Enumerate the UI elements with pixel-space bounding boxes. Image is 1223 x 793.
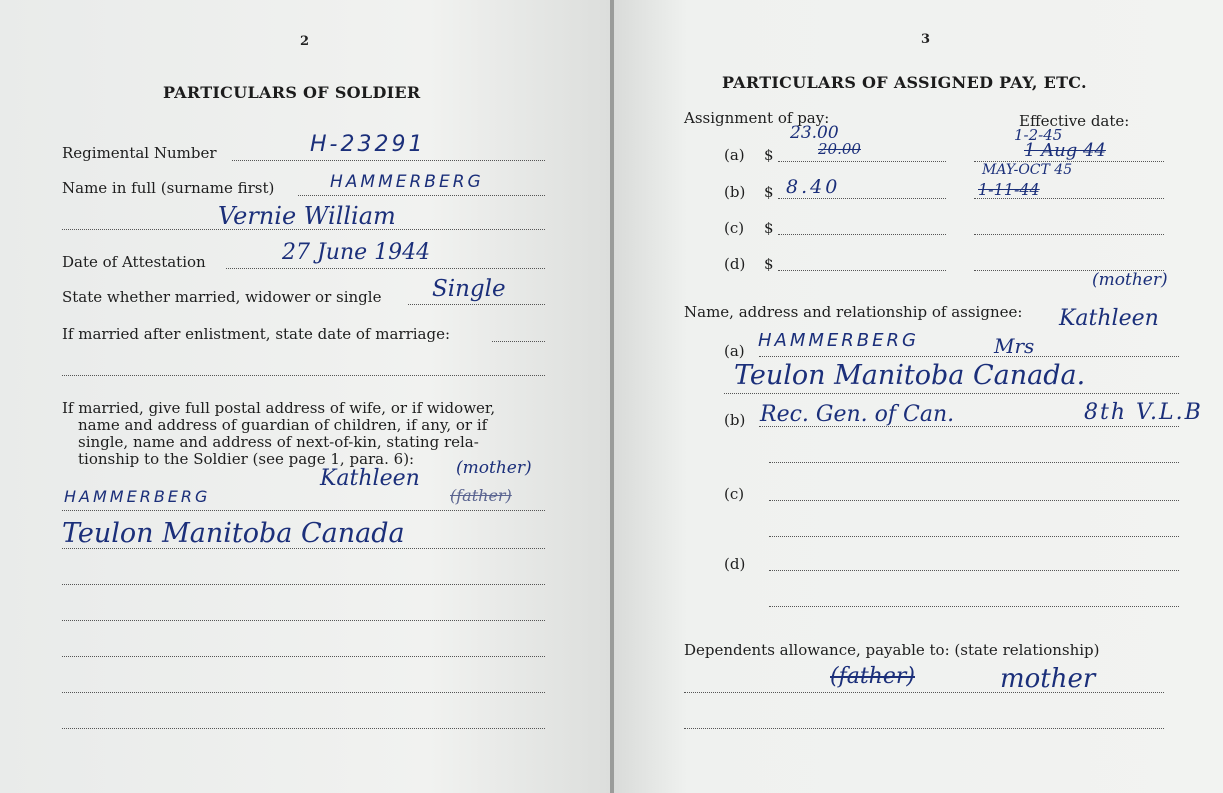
- page-number: 2: [300, 34, 310, 49]
- date-new-b: MAY-OCT 45: [982, 162, 1073, 178]
- dependents-label: Dependents allowance, payable to: (state relationship): [684, 641, 1100, 659]
- dotted-line: [778, 161, 946, 162]
- right-page: [614, 0, 1223, 793]
- dotted-line: [778, 198, 946, 199]
- postal-line: single, name and address of next-of-kin, stating rela-: [78, 433, 479, 451]
- assignee-letter: (a): [724, 342, 745, 360]
- amount-new-b: 8.40: [786, 176, 841, 198]
- marital-label: State whether married, widower or single: [62, 288, 382, 306]
- currency-symbol: $: [764, 146, 774, 164]
- dotted-line: [769, 536, 1179, 537]
- assignee-letter: (b): [724, 411, 746, 429]
- assignee-a-title: Mrs: [994, 334, 1035, 358]
- page-title: PARTICULARS OF SOLDIER: [163, 83, 421, 102]
- dotted-line: [408, 304, 545, 305]
- assignee-b-extra: 8th V.L.B: [1084, 400, 1203, 425]
- assignee-b-value: Rec. Gen. of Can.: [760, 402, 955, 427]
- amount-old-a: 20.00: [818, 140, 861, 158]
- postal-line: If married, give full postal address of wife, or if widower,: [62, 399, 496, 417]
- attestation-label: Date of Attestation: [62, 253, 206, 271]
- dotted-line: [684, 728, 1164, 729]
- date-old-a: 1 Aug 44: [1024, 140, 1106, 161]
- assignee-letter: (c): [724, 485, 745, 503]
- row-letter: (b): [724, 183, 746, 201]
- row-letter: (c): [724, 219, 745, 237]
- regimental-number-value: H-23291: [310, 132, 426, 157]
- dotted-line: [769, 606, 1179, 607]
- kin-first-value: Kathleen: [320, 466, 420, 491]
- assignee-label: Name, address and relationship of assignee:: [684, 303, 1023, 321]
- dependents-value: mother: [1000, 664, 1096, 694]
- assignee-first-value: Kathleen: [1059, 306, 1159, 331]
- date-old-b: 1-11-44: [978, 180, 1040, 199]
- name-surname-value: HAMMERBERG: [330, 172, 484, 192]
- assignee-a-name: HAMMERBERG: [758, 330, 919, 351]
- dotted-line: [62, 510, 545, 511]
- dotted-line: [778, 234, 946, 235]
- dotted-line: [62, 692, 545, 693]
- row-letter: (a): [724, 146, 745, 164]
- assignee-relation-value: (mother): [1092, 270, 1168, 290]
- dotted-line: [62, 728, 545, 729]
- currency-symbol: $: [764, 219, 774, 237]
- amount-new-a: 23.00: [790, 123, 839, 143]
- kin-relation-value: (mother): [456, 458, 532, 478]
- marital-value: Single: [432, 276, 506, 302]
- postal-line: tionship to the Soldier (see page 1, para. 6):: [78, 450, 415, 468]
- dotted-line: [226, 268, 545, 269]
- kin-struck-value: (father): [450, 486, 512, 505]
- currency-symbol: $: [764, 255, 774, 273]
- dotted-line: [298, 195, 545, 196]
- postal-instruction: [62, 400, 495, 468]
- dotted-line: [724, 393, 1179, 394]
- row-letter: (d): [724, 255, 746, 273]
- dotted-line: [769, 500, 1179, 501]
- dotted-line: [759, 356, 1179, 357]
- assignment-label: Assignment of pay:: [684, 109, 830, 127]
- dotted-line: [492, 341, 545, 342]
- postal-line: name and address of guardian of children, if any, or if: [78, 416, 488, 434]
- assignee-a-address: Teulon Manitoba Canada.: [734, 360, 1086, 391]
- married-label: If married after enlistment, state date of marriage:: [62, 325, 451, 343]
- kin-surname-value: HAMMERBERG: [64, 487, 211, 506]
- dotted-line: [232, 160, 545, 161]
- effective-date-label: Effective date:: [1019, 112, 1130, 130]
- date-new-a: 1-2-45: [1014, 126, 1063, 144]
- dotted-line: [769, 570, 1179, 571]
- dotted-line: [778, 270, 946, 271]
- currency-symbol: $: [764, 183, 774, 201]
- page-number: 3: [921, 32, 931, 47]
- dotted-line: [974, 234, 1164, 235]
- attestation-value: 27 June 1944: [282, 240, 431, 265]
- dependents-struck-value: (father): [830, 664, 915, 689]
- dotted-line: [62, 584, 545, 585]
- assignee-letter: (d): [724, 555, 746, 573]
- dotted-line: [769, 462, 1179, 463]
- dotted-line: [62, 620, 545, 621]
- dotted-line: [62, 656, 545, 657]
- name-label: Name in full (surname first): [62, 179, 275, 197]
- dotted-line: [62, 375, 545, 376]
- name-given-value: Vernie William: [218, 202, 396, 230]
- kin-address-value: Teulon Manitoba Canada: [62, 518, 405, 549]
- regimental-number-label: Regimental Number: [62, 144, 217, 162]
- page-title: PARTICULARS OF ASSIGNED PAY, ETC.: [722, 73, 1087, 92]
